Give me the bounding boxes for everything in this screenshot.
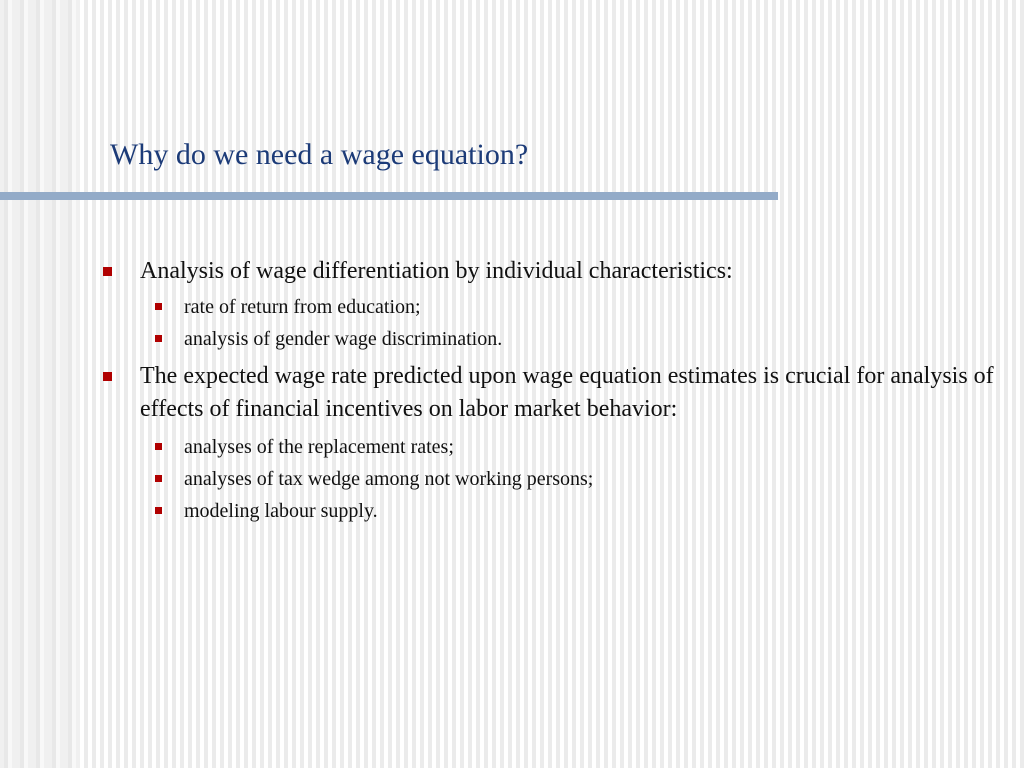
sub-bullet-item — [100, 434, 1000, 460]
title-divider — [0, 192, 778, 200]
square-bullet-icon — [103, 372, 112, 381]
slide-content — [100, 255, 1000, 524]
sub-bullet-item — [100, 466, 1000, 492]
sub-bullet-item — [100, 326, 1000, 352]
background-stripe-band — [0, 0, 80, 768]
sub-bullet-text: modeling labour supply. — [184, 500, 378, 522]
sub-bullet-text: analysis of gender wage discrimination. — [184, 328, 503, 350]
slide-title: Why do we need a wage equation? — [110, 138, 529, 171]
sub-bullet-item — [100, 498, 1000, 524]
square-bullet-icon — [155, 507, 162, 514]
sub-bullet-text: rate of return from education; — [184, 296, 421, 318]
square-bullet-icon — [155, 303, 162, 310]
square-bullet-icon — [155, 475, 162, 482]
sub-bullet-item — [100, 294, 1000, 320]
sub-bullet-text: analyses of tax wedge among not working persons; — [184, 468, 594, 490]
bullet-item — [100, 360, 1000, 426]
square-bullet-icon — [155, 443, 162, 450]
square-bullet-icon — [103, 267, 112, 276]
square-bullet-icon — [155, 335, 162, 342]
bullet-item — [100, 255, 1000, 288]
bullet-text: The expected wage rate predicted upon wage equation estimates is crucial for analysis of effects of financial incentives on labor market behavior: — [140, 363, 994, 422]
bullet-text: Analysis of wage differentiation by individual characteristics: — [140, 258, 733, 284]
sub-bullet-text: analyses of the replacement rates; — [184, 436, 454, 458]
